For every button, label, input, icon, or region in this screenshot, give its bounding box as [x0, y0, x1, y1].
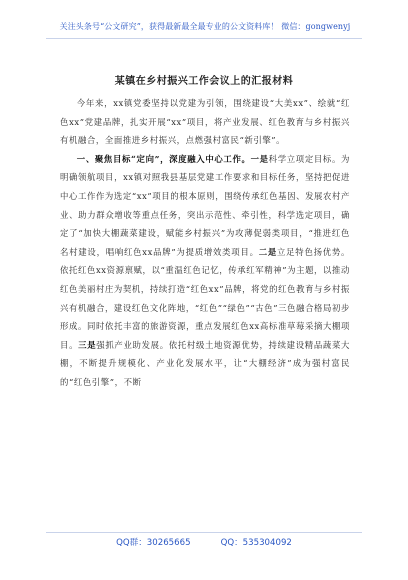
footer-divider: [46, 532, 362, 533]
sub-point-text-2: 立足特色扬优势。依托红色xx资源禀赋，以“重温红色记忆，传承红军精神”为主题，以推动红色美丽村庄为契机，持续打造“红色xx”品牌，将党的红色教育与乡村振兴有机融合，建设红色文化阵地，“红色”“绿色”“古色”三色融合格局初步形成。同时依托丰富的旅游资源，重点发展红色xx高标准草莓采摘大棚项目。: [60, 246, 350, 350]
sub-point-label-2: 二是: [258, 246, 278, 257]
footer-qq: QQ：535304092: [220, 538, 292, 548]
footer-qq-group: QQ群：30265665: [116, 538, 191, 548]
sub-point-label-1: 一是: [250, 153, 269, 164]
sub-point-text-1: 科学立项定目标。为明确领航项目，xx镇对照我县基层党建工作要求和目标任务，坚持把促进中心工作作为选定“xx”项目的根本原则，围绕传承红色基因、发展农村产业、助力群众增收等重点任务，突出示范性、牵引性，科学选定项目，确定了“加快大棚蔬菜建设，赋能乡村振兴”为攻薄促弱类项目，“推进红色名村建设，唱响红色xx品牌”为提质增效类项目。: [60, 153, 351, 257]
header-banner: 关注头条号“公文研究”，获得最新最全最专业的公文资料库！ 微信：gongwenyj: [59, 22, 351, 31]
document-title: 某镇在乡村振兴工作会议上的汇报材料: [114, 76, 294, 87]
paragraph-intro: 今年来，xx镇党委坚持以党建为引领，围绕建设“大美xx”、绘就“红色xx”党建品牌，扎实开展“xx”项目，将产业发展、红色教育与乡村振兴有机融合，全面推进乡村振兴，点燃强村富民“新引擎”。: [60, 98, 350, 146]
document-body: [60, 94, 350, 392]
paragraph-section-1: [60, 150, 350, 392]
section-heading: 一、聚焦目标“定向”，深度融入中心工作。: [76, 153, 251, 164]
sub-point-text-3: 强抓产业助发展。依托村级土地资源优势，持续建设精品蔬菜大棚，不断提升规模化、产业化发展水平，让“大棚经济”成为强村富民的“红色引擎”，不断: [60, 339, 351, 387]
header-divider: [46, 38, 362, 39]
sub-point-label-3: 三是: [78, 339, 97, 350]
footer: [0, 536, 408, 548]
